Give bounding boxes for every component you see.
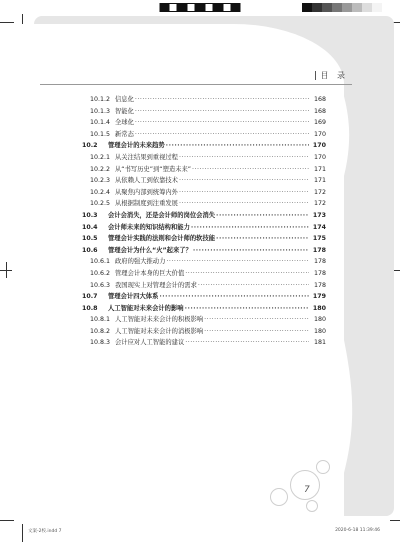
- wave-edge-decoration: [330, 60, 358, 500]
- running-head-text: 目 录: [320, 71, 348, 80]
- running-head-bar: [315, 71, 316, 80]
- reg-block: [214, 3, 223, 12]
- bubble-ornament: [316, 460, 330, 474]
- header-rule: [40, 84, 352, 85]
- toc-entry[interactable]: [82, 187, 326, 199]
- toc-leader-dots: [135, 94, 309, 106]
- toc-entry-title: 从根据制度到注重发展: [115, 200, 178, 208]
- toc-entry[interactable]: [82, 303, 326, 315]
- bubble-ornament: [306, 500, 318, 512]
- toc-entry[interactable]: [82, 337, 326, 349]
- toc-entry-number: 10.1.2: [90, 96, 111, 103]
- toc-entry-page: 170: [313, 130, 326, 138]
- toc-entry-title: 人工智能对未来会计的消极影响: [115, 327, 204, 335]
- toc-entry-number: 10.2.5: [90, 200, 111, 208]
- toc-entry[interactable]: [82, 140, 326, 152]
- crop-mark: [390, 520, 400, 521]
- toc-entry-title: 管理会计四大体系: [108, 293, 159, 301]
- toc-entry-page: 170: [312, 142, 326, 150]
- toc-entry-title: 会计会消失，还是会计师的岗位会消失: [108, 211, 216, 219]
- running-head: [315, 70, 348, 81]
- toc-leader-dots: [166, 256, 309, 268]
- toc-entry-number: 10.8.3: [90, 339, 111, 347]
- toc-entry-title: 从聚焦内部到统筹内外: [115, 188, 178, 196]
- reg-block: [205, 3, 214, 12]
- toc-entry-title: 全球化: [115, 119, 134, 127]
- toc-leader-dots: [135, 106, 309, 118]
- toc-entry[interactable]: [82, 268, 326, 280]
- toc-entry-page: 179: [312, 293, 326, 301]
- toc-leader-dots: [193, 245, 309, 257]
- toc-entry-page: 178: [313, 258, 326, 266]
- toc-entry-page: 173: [312, 211, 326, 219]
- reg-block: [178, 3, 187, 12]
- toc-entry-number: 10.3: [82, 211, 98, 219]
- toc-entry-page: 180: [313, 327, 326, 335]
- toc-leader-dots: [179, 198, 309, 210]
- toc-entry-page: 174: [312, 223, 326, 231]
- toc-entry-number: 10.2.1: [90, 153, 111, 161]
- toc-entry-number: 10.6.1: [90, 258, 111, 266]
- toc-entry[interactable]: [82, 129, 326, 141]
- toc-entry-page: 178: [313, 269, 326, 277]
- toc-entry-page: 180: [313, 316, 326, 324]
- toc-entry-number: 10.8.1: [90, 316, 111, 324]
- crop-mark: [0, 520, 14, 521]
- bubble-ornament: [270, 488, 288, 506]
- gray-swatch: [372, 3, 382, 12]
- toc-entry[interactable]: [82, 175, 326, 187]
- toc-entry-title: 智能化: [115, 107, 134, 115]
- toc-entry-number: 10.1.3: [90, 107, 111, 115]
- toc-entry-number: 10.4: [82, 223, 98, 231]
- toc-entry-title: 人工智能对未来会计的积极影响: [115, 316, 204, 324]
- toc-leader-dots: [135, 117, 309, 129]
- toc-entry-number: 10.8: [82, 304, 98, 312]
- toc-entry-title: 信息化: [115, 96, 134, 103]
- toc-leader-dots: [192, 164, 309, 176]
- toc-entry-title: 人工智能对未来会计的影响: [108, 304, 184, 312]
- toc-leader-dots: [179, 187, 309, 199]
- toc-entry-number: 10.7: [82, 293, 98, 301]
- toc-entry-title: 从“书写历史”到“塑造未来”: [115, 165, 192, 173]
- grayscale-calibration-bar: [302, 3, 382, 12]
- toc-entry-number: 10.6: [82, 246, 98, 254]
- print-slug-filename: 文案-2校.indd 7: [28, 529, 62, 534]
- toc-entry-number: 10.6.2: [90, 269, 111, 277]
- crop-mark: [6, 262, 7, 278]
- toc-leader-dots: [216, 233, 309, 245]
- toc-leader-dots: [216, 210, 309, 222]
- gray-swatch: [302, 3, 312, 12]
- toc-entry-title: 从关注结果到重视过程: [115, 153, 178, 161]
- toc-entry[interactable]: [82, 94, 326, 106]
- toc-entry-page: 175: [312, 235, 326, 243]
- toc-entry-number: 10.2: [82, 142, 98, 150]
- toc-entry-page: 170: [313, 153, 326, 161]
- reg-block: [223, 3, 232, 12]
- toc-entry[interactable]: [82, 314, 326, 326]
- toc-leader-dots: [185, 337, 309, 349]
- toc-entry[interactable]: [82, 198, 326, 210]
- toc-entry[interactable]: [82, 291, 326, 303]
- page-number: 7: [304, 485, 310, 495]
- print-slug-timestamp: 2020-6-18 11:39:46: [335, 528, 380, 533]
- gray-swatch: [352, 3, 362, 12]
- toc-leader-dots: [204, 326, 309, 338]
- toc-entry-page: 168: [313, 96, 326, 103]
- gray-swatch: [362, 3, 372, 12]
- toc-entry-title: 我国现实上对管理会计的需求: [115, 281, 197, 289]
- toc-entry-number: 10.2.3: [90, 177, 111, 185]
- toc-entry-page: 169: [313, 119, 326, 127]
- toc-entry-number: 10.2.2: [90, 165, 111, 173]
- toc-leader-dots: [179, 175, 309, 187]
- reg-block: [232, 3, 241, 12]
- toc-leader-dots: [191, 222, 309, 234]
- toc-leader-dots: [135, 129, 309, 141]
- reg-block: [160, 3, 169, 12]
- toc-entry-title: 管理会计本身的巨大价值: [115, 269, 185, 277]
- toc-entry[interactable]: [82, 222, 326, 234]
- toc-entry[interactable]: [82, 245, 326, 257]
- toc-entry-title: 会计师未来的知识结构和能力: [108, 223, 190, 231]
- gray-swatch: [342, 3, 352, 12]
- toc-entry[interactable]: [82, 233, 326, 245]
- reg-block: [196, 3, 205, 12]
- toc-entry-page: 178: [313, 281, 326, 289]
- toc-leader-dots: [179, 152, 309, 164]
- toc-entry[interactable]: [82, 280, 326, 292]
- reg-block: [187, 3, 196, 12]
- toc-entry-page: 171: [313, 177, 326, 185]
- toc-entry-page: 168: [313, 107, 326, 115]
- toc-entry-number: 10.1.4: [90, 119, 111, 127]
- registration-mark-bar: [160, 3, 241, 12]
- toc-entry-number: 10.5: [82, 235, 98, 243]
- toc-entry[interactable]: [82, 164, 326, 176]
- toc-entry[interactable]: [82, 152, 326, 164]
- toc-entry-title: 管理会计为什么“火”起来了？: [108, 246, 192, 254]
- toc-entry-title: 管理会计实践的法则和会计师的软技能: [108, 235, 216, 243]
- toc-entry-page: 171: [313, 165, 326, 173]
- toc-entry[interactable]: [82, 326, 326, 338]
- toc-leader-dots: [166, 140, 309, 152]
- gray-swatch: [312, 3, 322, 12]
- toc-entry-title: 政府的强大推动力: [115, 258, 166, 266]
- toc-entry-title: 管理会计的未来趋势: [108, 142, 165, 150]
- toc-leader-dots: [185, 303, 309, 315]
- toc-entry[interactable]: [82, 210, 326, 222]
- toc-entry-number: 10.1.5: [90, 130, 111, 138]
- toc-entry-page: 172: [313, 188, 326, 196]
- toc-leader-dots: [198, 280, 309, 292]
- toc-entry-number: 10.6.3: [90, 281, 111, 289]
- toc-entry[interactable]: [82, 117, 326, 129]
- toc-entry-number: 10.8.2: [90, 327, 111, 335]
- toc-leader-dots: [159, 291, 309, 303]
- toc-leader-dots: [204, 314, 309, 326]
- table-of-contents: [82, 94, 326, 349]
- crop-mark: [22, 14, 23, 24]
- toc-entry-number: 10.2.4: [90, 188, 111, 196]
- toc-entry[interactable]: [82, 256, 326, 268]
- toc-entry-page: 180: [312, 304, 326, 312]
- toc-entry-page: 181: [313, 339, 326, 347]
- toc-entry[interactable]: [82, 106, 326, 118]
- crop-mark: [0, 22, 14, 23]
- toc-entry-title: 会计应对人工智能的建议: [115, 339, 185, 347]
- reg-block: [169, 3, 178, 12]
- toc-entry-title: 新常态: [115, 130, 134, 138]
- crop-mark: [22, 522, 23, 542]
- gray-swatch: [322, 3, 332, 12]
- toc-entry-page: 172: [313, 200, 326, 208]
- toc-entry-title: 从依赖人工到依靠技术: [115, 177, 178, 185]
- toc-leader-dots: [185, 268, 309, 280]
- gray-swatch: [332, 3, 342, 12]
- toc-entry-page: 178: [312, 246, 326, 254]
